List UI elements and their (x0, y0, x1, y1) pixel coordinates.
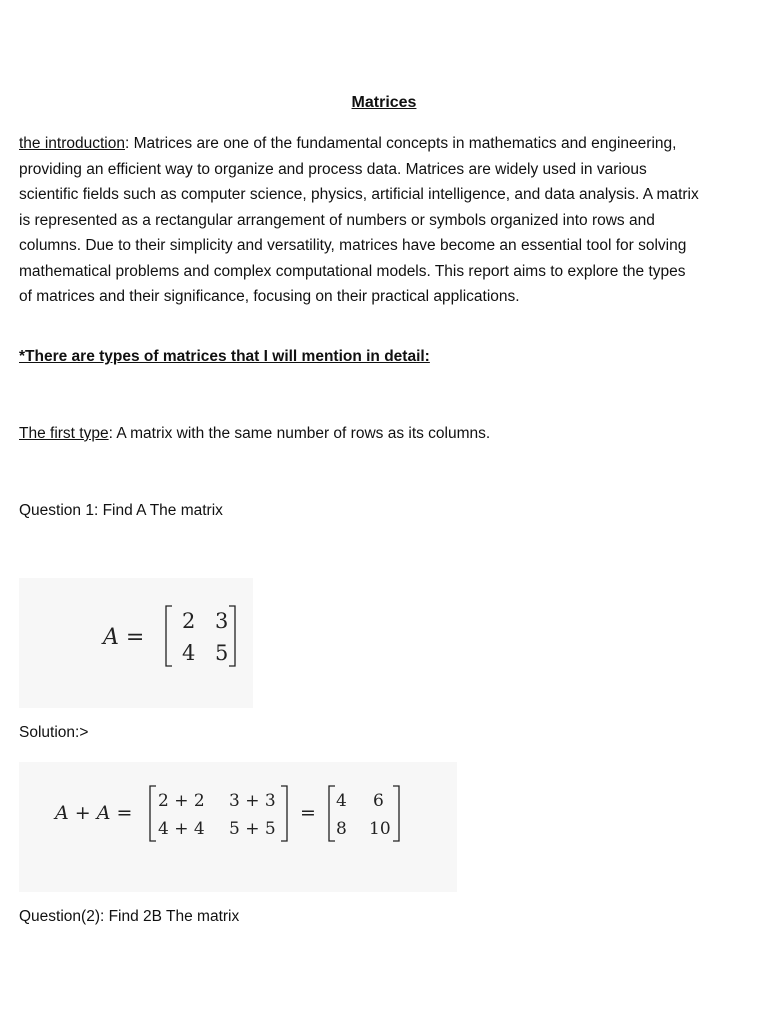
introduction-text: : Matrices are one of the fundamental concepts in mathematics and engineering, providing an efficient way to organize and process data. Matrices are widely used in various scientific fields such as computer science, physics, artificial intelligence, and data analysis. A matrix is represented as a rectangular arrangement of numbers or symbols organized into rows and columns. Due to their simplicity and versatility, matrices have become an essential tool for solving mathematical problems and complex computational models. This report aims to explore the types of matrices and their significance, focusing on their practical applications. (19, 135, 699, 305)
left-bracket (329, 786, 335, 841)
matrix-cell: 2 (182, 609, 196, 633)
left-bracket (150, 786, 156, 841)
question-1: Question 1: Find A The matrix (19, 502, 223, 519)
question-2: Question(2): Find 2B The matrix (19, 908, 240, 925)
first-type-paragraph (19, 425, 490, 443)
matrix-cell: 3 + 3 (229, 791, 276, 811)
matrix-cell: 6 (373, 791, 384, 811)
equation-image-2 (19, 762, 457, 892)
matrix-cell: 4 (336, 791, 347, 811)
equation-2-lhs: A + A = (55, 802, 133, 824)
right-bracket (281, 786, 287, 841)
equals-sign: = (300, 802, 316, 824)
right-bracket (229, 606, 235, 666)
introduction-paragraph (19, 131, 699, 310)
matrix-sum-equation (19, 762, 457, 892)
matrix-a-equation (19, 578, 253, 708)
matrix-cell: 2 + 2 (158, 791, 205, 811)
first-type-text: : A matrix with the same number of rows as its columns. (108, 425, 491, 442)
solution-label: Solution:> (19, 724, 89, 741)
matrix-cell: 3 (215, 609, 229, 633)
first-type-label: The first type (19, 425, 109, 442)
equation-1-lhs: A = (103, 625, 145, 650)
left-bracket (166, 606, 172, 666)
document-title: Matrices (351, 94, 417, 111)
equation-image-1 (19, 578, 253, 708)
right-bracket (393, 786, 399, 841)
matrix-cell: 8 (336, 819, 347, 839)
matrix-cell: 4 + 4 (158, 819, 205, 839)
matrix-cell: 10 (369, 819, 391, 839)
matrix-cell: 4 (182, 641, 196, 665)
types-heading: *There are types of matrices that I will mention in detail: (19, 348, 430, 365)
matrix-cell: 5 (215, 641, 229, 665)
introduction-label: the introduction (19, 135, 125, 152)
matrix-cell: 5 + 5 (229, 819, 276, 839)
